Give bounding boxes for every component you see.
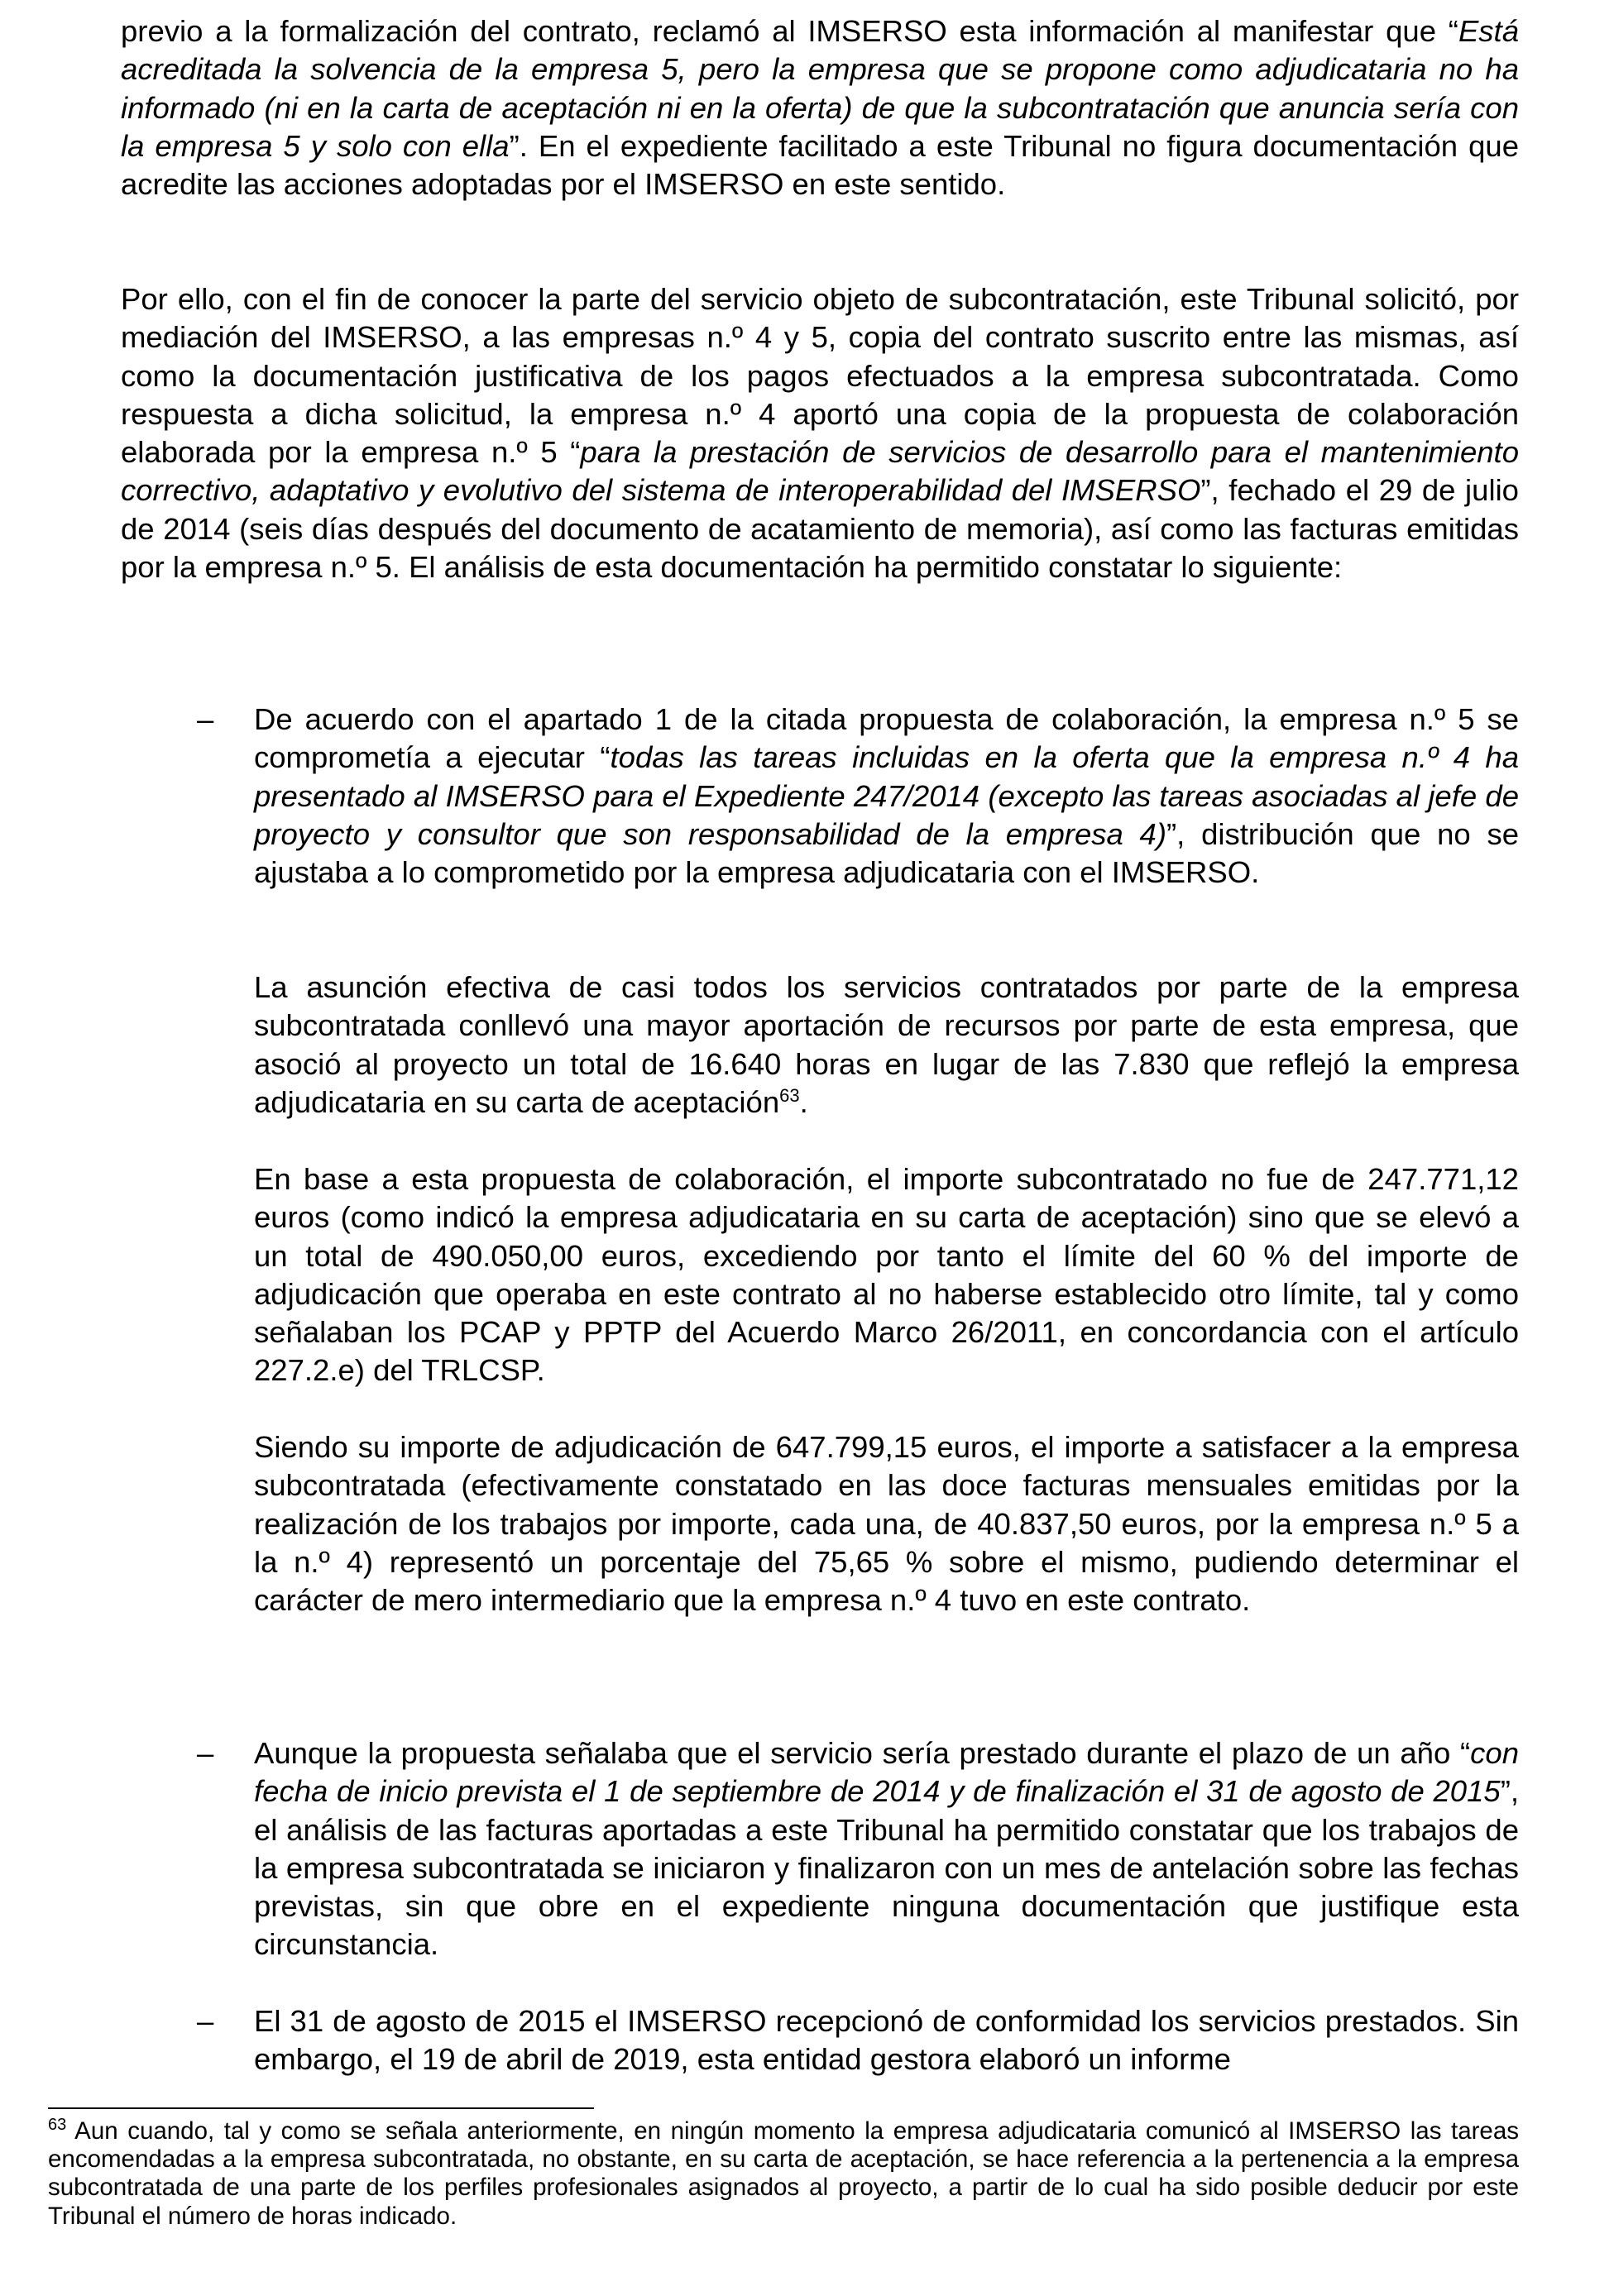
footnote-separator bbox=[48, 2107, 594, 2109]
text-run: . bbox=[799, 1084, 808, 1119]
paragraph-por-ello bbox=[121, 280, 1519, 586]
text-run: Siendo su importe de adjudicación de 647.799,15 euros, el importe a satisfacer a la empresa subcontratada (efectivamente constatado en las doce facturas mensuales emitidas por la realización de los trabajos por importe, cada una, de 40.837,50 euros, por la empresa n.º 5 a la n.º 4) representó un porcentaje del 75,65 % sobre el mismo, pudiendo determinar el carácter de mero intermediario que la empresa n.º 4 tuvo en este contrato. bbox=[254, 1430, 1519, 1618]
bullet-1-paragraph-3 bbox=[254, 1160, 1519, 1390]
quoted-text: para la prestación de servicios de desarrollo para el mantenimiento correctivo, adaptativo y evolutivo del sistema de interoperabilidad del IMSERSO bbox=[121, 435, 1520, 508]
bullet-3-paragraph bbox=[254, 2002, 1519, 2079]
quoted-text: todas las tareas incluidas en la oferta que la empresa n.º 4 ha presentado al IMSERSO para el Expediente 247/2014 (excepto las tareas asociadas al jefe de proyecto y consultor que son responsabilidad de la empresa 4) bbox=[254, 740, 1519, 851]
footnote-ref[interactable]: 63 bbox=[779, 1084, 800, 1106]
text-run: ”, el análisis de las facturas aportadas a este Tribunal ha permitido constatar que los trabajos de la empresa subcontratada se iniciaron y finalizaron con un mes de antelación sobre las fechas previstas, sin que obre en el expediente ninguna documentación que justifique esta circunstancia. bbox=[254, 1774, 1519, 1962]
dash-bullet: – bbox=[197, 1736, 214, 1770]
text-run: ”. En el expediente facilitado a este Tribunal no figura documentación que acredite las acciones adoptadas por el IMSERSO en este sentido. bbox=[121, 128, 1519, 202]
quoted-text: Está acreditada la solvencia de la empresa 5, pero la empresa que se propone como adjudicataria no ha informado (ni en la carta de aceptación ni en la oferta) de que la subcontratación que anuncia sería con la empresa 5 y solo con ella bbox=[121, 14, 1519, 163]
dash-bullet: – bbox=[197, 702, 214, 736]
footnote-number: 63 bbox=[48, 2116, 67, 2135]
footnote-63 bbox=[48, 2117, 1519, 2231]
text-run: El 31 de agosto de 2015 el IMSERSO recepcionó de conformidad los servicios prestados. Sin embargo, el 19 de abril de 2019, esta entidad gestora elaboró un informe bbox=[254, 2004, 1519, 2077]
bullet-1-paragraph-4 bbox=[254, 1428, 1519, 1619]
footnote-text: Aun cuando, tal y como se señala anteriormente, en ningún momento la empresa adjudicataria comunicó al IMSERSO las tareas encomendadas a la empresa subcontratada, no obstante, en su carta de aceptación, se hace referencia a la pertenencia a la empresa subcontratada de una parte de los perfiles profesionales asignados al proyecto, a partir de lo cual ha sido posible deducir por este Tribunal el número de horas indicado. bbox=[48, 2117, 1519, 2230]
text-run: ”, fechado el 29 de julio de 2014 (seis días después del documento de acatamiento de memoria), así como las facturas emitidas por la empresa n.º 5. El análisis de esta documentación ha permitido constatar lo siguiente: bbox=[121, 473, 1519, 585]
dash-bullet: – bbox=[197, 2004, 214, 2038]
text-run: previo a la formalización del contrato, reclamó al IMSERSO esta información al manifestar que “ bbox=[121, 14, 1458, 48]
text-run: De acuerdo con el apartado 1 de la citada propuesta de colaboración, la empresa n.º 5 se comprometía a ejecutar “ bbox=[254, 702, 1519, 775]
text-run: En base a esta propuesta de colaboración, el importe subcontratado no fue de 247.771,12 euros (como indicó la empresa adjudicataria en su carta de aceptación) sino que se elevó a un total de 490.050,00 euros, excediendo por tanto el límite del 60 % del importe de adjudicación que operaba en este contrato al no haberse establecido otro límite, tal y como señalaban los PCAP y PPTP del Acuerdo Marco 26/2011, en concordancia con el artículo 227.2.e) del TRLCSP. bbox=[254, 1162, 1519, 1388]
paragraph-previo bbox=[121, 12, 1519, 203]
text-run: ”, distribución que no se ajustaba a lo comprometido por la empresa adjudicataria con el IMSERSO. bbox=[254, 816, 1520, 890]
text-run: Aunque la propuesta señalaba que el servicio sería prestado durante el plazo de un año “ bbox=[254, 1736, 1471, 1770]
quoted-text: con fecha de inicio prevista el 1 de septiembre de 2014 y de finalización el 31 de agosto de 2015 bbox=[254, 1736, 1519, 1809]
bullet-2-paragraph bbox=[254, 1734, 1519, 1964]
text-run: Por ello, con el fin de conocer la parte del servicio objeto de subcontratación, este Tribunal solicitó, por mediación del IMSERSO, a las empresas n.º 4 y 5, copia del contrato suscrito entre las mismas, así como la documentación justificativa de los pagos efectuados a la empresa subcontratada. Como respuesta a dicha solicitud, la empresa n.º 4 aportó una copia de la propuesta de colaboración elaborada por la empresa n.º 5 “ bbox=[121, 282, 1519, 470]
bullet-1-paragraph-1 bbox=[254, 701, 1519, 892]
bullet-1-paragraph-2 bbox=[254, 969, 1519, 1122]
text-run: La asunción efectiva de casi todos los servicios contratados por parte de la empresa subcontratada conllevó una mayor aportación de recursos por parte de esta empresa, que asoció al proyecto un total de 16.640 horas en lugar de las 7.830 que reflejó la empresa adjudicataria en su carta de aceptación bbox=[254, 970, 1519, 1119]
